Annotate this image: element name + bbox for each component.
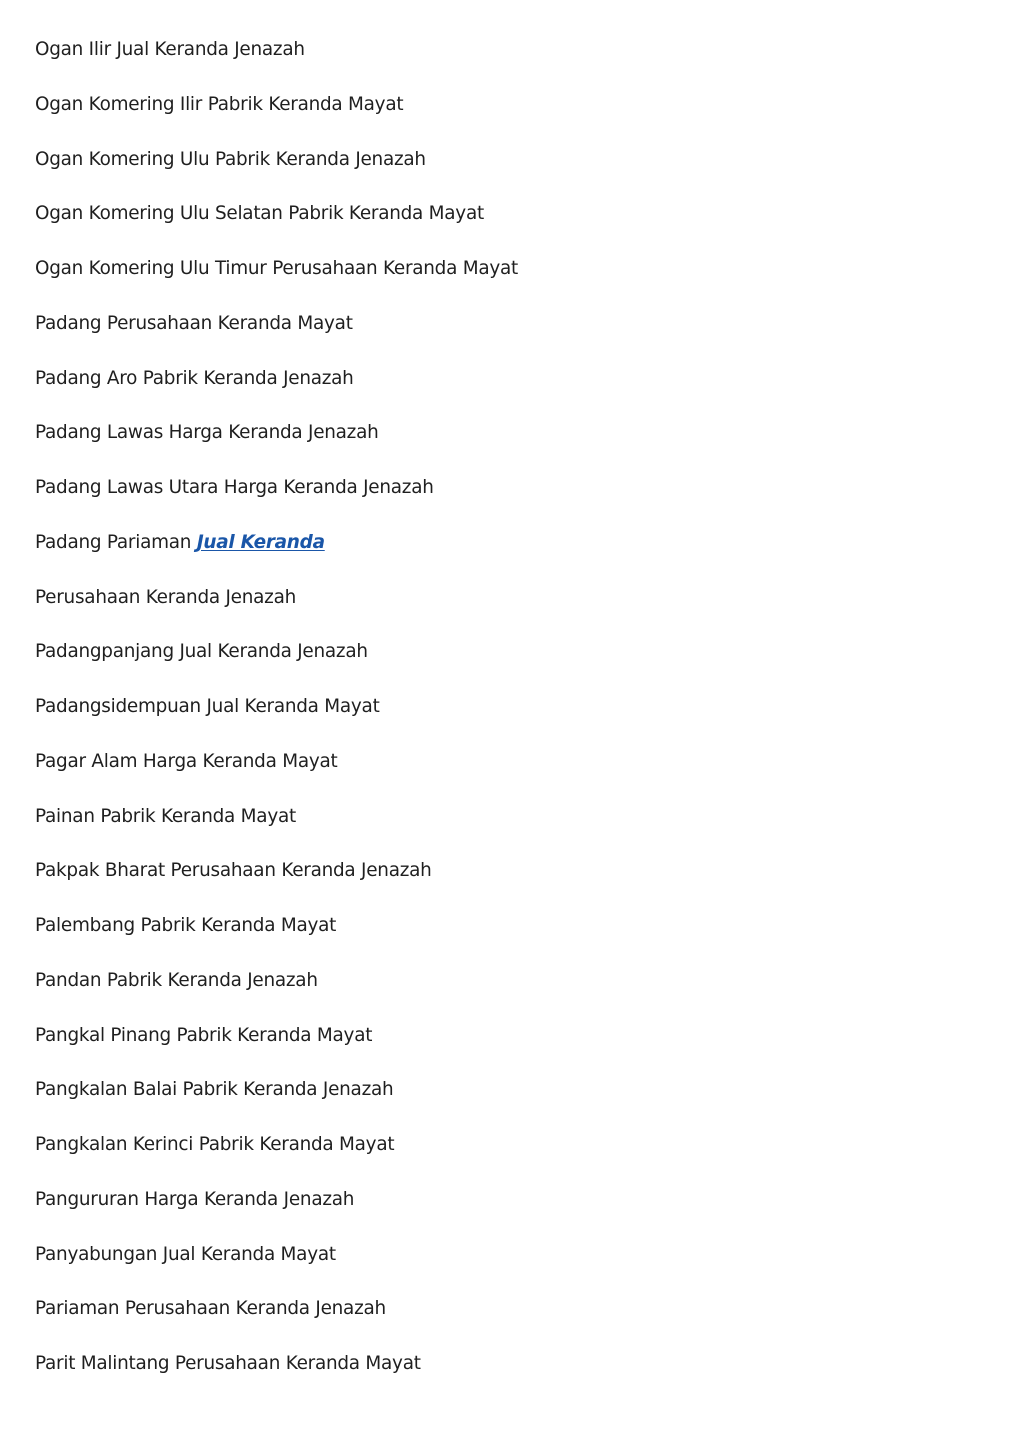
list-item: Parit Malintang Perusahaan Keranda Mayat <box>35 1353 421 1374</box>
list-item: Padang Lawas Utara Harga Keranda Jenazah <box>35 477 434 498</box>
list-item: Perusahaan Keranda Jenazah <box>35 586 296 608</box>
city-product-list <box>35 35 518 1404</box>
list-item: Ogan Ilir Jual Keranda Jenazah <box>35 39 305 60</box>
list-item: Pangururan Harga Keranda Jenazah <box>35 1188 355 1210</box>
list-item: Padangpanjang Jual Keranda Jenazah <box>35 641 368 663</box>
list-item: Padang Lawas Harga Keranda Jenazah <box>35 422 379 444</box>
jual-keranda-link[interactable]: Jual Keranda <box>196 531 325 553</box>
list-item: Padang Aro Pabrik Keranda Jenazah <box>35 367 354 389</box>
list-item: Padangsidempuan Jual Keranda Mayat <box>35 696 380 717</box>
list-item-prefix: Padang Pariaman <box>35 531 197 553</box>
list-item: Pakpak Bharat Perusahaan Keranda Jenazah <box>35 860 432 882</box>
list-item: Pangkalan Kerinci Pabrik Keranda Mayat <box>35 1134 395 1155</box>
list-item: Ogan Komering Ilir Pabrik Keranda Mayat <box>35 93 404 115</box>
list-item: Padang Perusahaan Keranda Mayat <box>35 312 353 334</box>
list-item: Pangkal Pinang Pabrik Keranda Mayat <box>35 1024 373 1046</box>
list-item: Ogan Komering Ulu Selatan Pabrik Keranda Mayat <box>35 203 484 225</box>
list-item: Pangkalan Balai Pabrik Keranda Jenazah <box>35 1079 394 1101</box>
list-item: Painan Pabrik Keranda Mayat <box>35 805 296 827</box>
list-item: Palembang Pabrik Keranda Mayat <box>35 915 337 936</box>
list-item-with-link <box>35 528 518 583</box>
list-item: Pariaman Perusahaan Keranda Jenazah <box>35 1298 386 1320</box>
list-item: Pandan Pabrik Keranda Jenazah <box>35 969 318 991</box>
list-item: Ogan Komering Ulu Timur Perusahaan Keranda Mayat <box>35 258 518 279</box>
list-item: Ogan Komering Ulu Pabrik Keranda Jenazah <box>35 148 426 170</box>
list-item: Pagar Alam Harga Keranda Mayat <box>35 750 338 772</box>
list-item: Panyabungan Jual Keranda Mayat <box>35 1243 336 1265</box>
